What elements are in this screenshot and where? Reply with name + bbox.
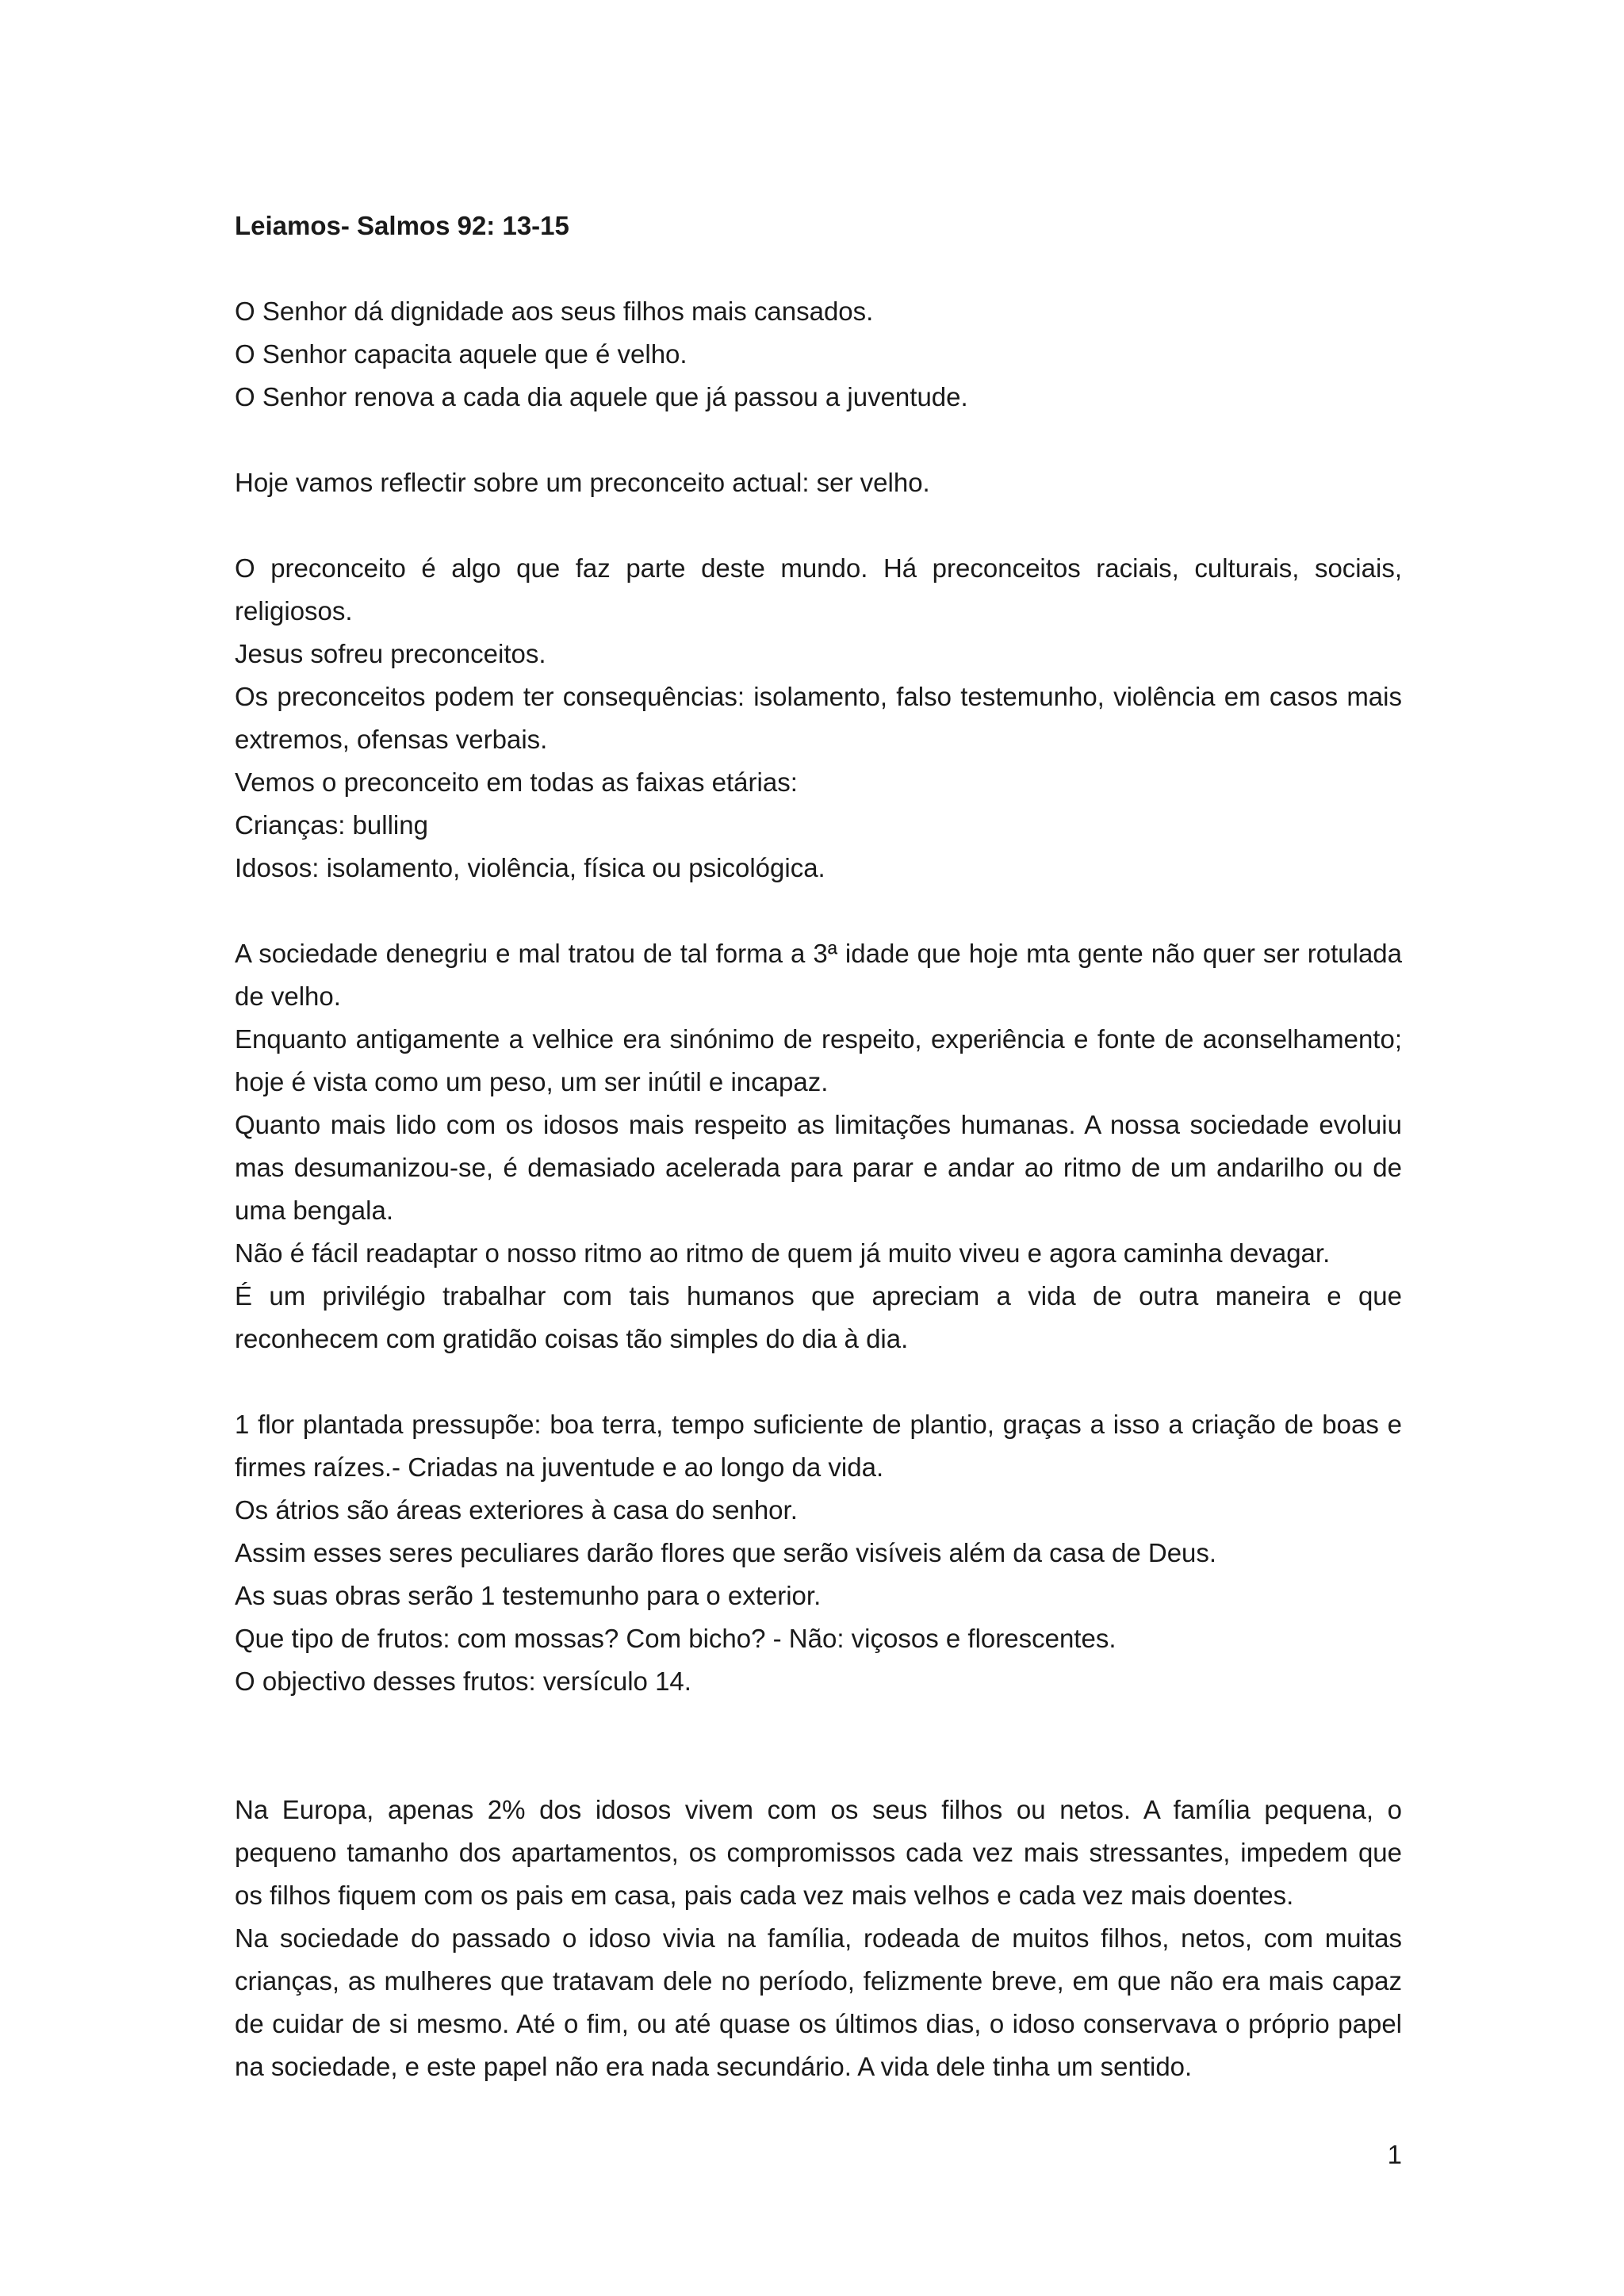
flower-line: Que tipo de frutos: com mossas? Com bicho? - Não: viçosos e florescentes. (235, 1624, 1116, 1653)
europe-line: Na sociedade do passado o idoso vivia na família, rodeada de muitos filhos, netos, com muitas crianças, as mulheres que tratavam dele no período, felizmente breve, em que não era mais capaz de cuidar de si mesmo. Até o fim, ou até quase os últimos dias, o idoso conservava o próprio papel na sociedade, e este papel não era nada secundário. A vida dele tinha um sentido. (235, 1923, 1402, 2081)
theme-line: Hoje vamos reflectir sobre um preconceito actual: ser velho. (235, 468, 930, 497)
intro-paragraph (235, 290, 1402, 419)
flower-line: Os átrios são áreas exteriores à casa do senhor. (235, 1495, 798, 1525)
flower-line: As suas obras serão 1 testemunho para o exterior. (235, 1581, 822, 1610)
flower-line: Assim esses seres peculiares darão flores que serão visíveis além da casa de Deus. (235, 1538, 1217, 1567)
europe-line: Na Europa, apenas 2% dos idosos vivem com os seus filhos ou netos. A família pequena, o pequeno tamanho dos apartamentos, os compromissos cada vez mais stressantes, impedem que os filhos fiquem com os pais em casa, pais cada vez mais velhos e cada vez mais doentes. (235, 1795, 1402, 1910)
prejudice-line: Jesus sofreu preconceitos. (235, 639, 546, 668)
society-line: Não é fácil readaptar o nosso ritmo ao ritmo de quem já muito viveu e agora caminha devagar. (235, 1238, 1331, 1268)
society-line: Enquanto antigamente a velhice era sinónimo de respeito, experiência e fonte de aconselhamento; hoje é vista como um peso, um ser inútil e incapaz. (235, 1024, 1402, 1096)
prejudice-line: Os preconceitos podem ter consequências: isolamento, falso testemunho, violência em casos mais extremos, ofensas verbais. (235, 682, 1402, 754)
document-title: Leiamos- Salmos 92: 13-15 (235, 211, 569, 240)
intro-line: O Senhor capacita aquele que é velho. (235, 339, 688, 369)
intro-line: O Senhor renova a cada dia aquele que já passou a juventude. (235, 382, 968, 411)
flower-line: O objectivo desses frutos: versículo 14. (235, 1667, 691, 1696)
prejudice-line: Idosos: isolamento, violência, física ou psicológica. (235, 853, 825, 882)
society-line: É um privilégio trabalhar com tais humanos que apreciam a vida de outra maneira e que reconhecem com gratidão coisas tão simples do dia à dia. (235, 1281, 1402, 1353)
document-body (235, 205, 1402, 2131)
page-number: 1 (1387, 2140, 1402, 2169)
society-line: A sociedade denegriu e mal tratou de tal forma a 3ª idade que hoje mta gente não quer ser rotulada de velho. (235, 939, 1402, 1011)
prejudice-line: O preconceito é algo que faz parte deste mundo. Há preconceitos raciais, culturais, sociais, religiosos. (235, 553, 1402, 626)
europe-paragraph (235, 1789, 1402, 2088)
society-line: Quanto mais lido com os idosos mais respeito as limitações humanas. A nossa sociedade evoluiu mas desumanizou-se, é demasiado acelerada para parar e andar ao ritmo de um andarilho ou de uma bengala. (235, 1110, 1402, 1225)
prejudice-paragraph (235, 547, 1402, 890)
intro-line: O Senhor dá dignidade aos seus filhos mais cansados. (235, 297, 874, 326)
theme-paragraph (235, 461, 1402, 504)
flower-paragraph (235, 1403, 1402, 1703)
society-paragraph (235, 932, 1402, 1360)
prejudice-line: Crianças: bulling (235, 810, 428, 840)
prejudice-line: Vemos o preconceito em todas as faixas etárias: (235, 767, 798, 797)
flower-line: 1 flor plantada pressupõe: boa terra, tempo suficiente de plantio, graças a isso a criação de boas e firmes raízes.- Criadas na juventude e ao longo da vida. (235, 1410, 1402, 1482)
